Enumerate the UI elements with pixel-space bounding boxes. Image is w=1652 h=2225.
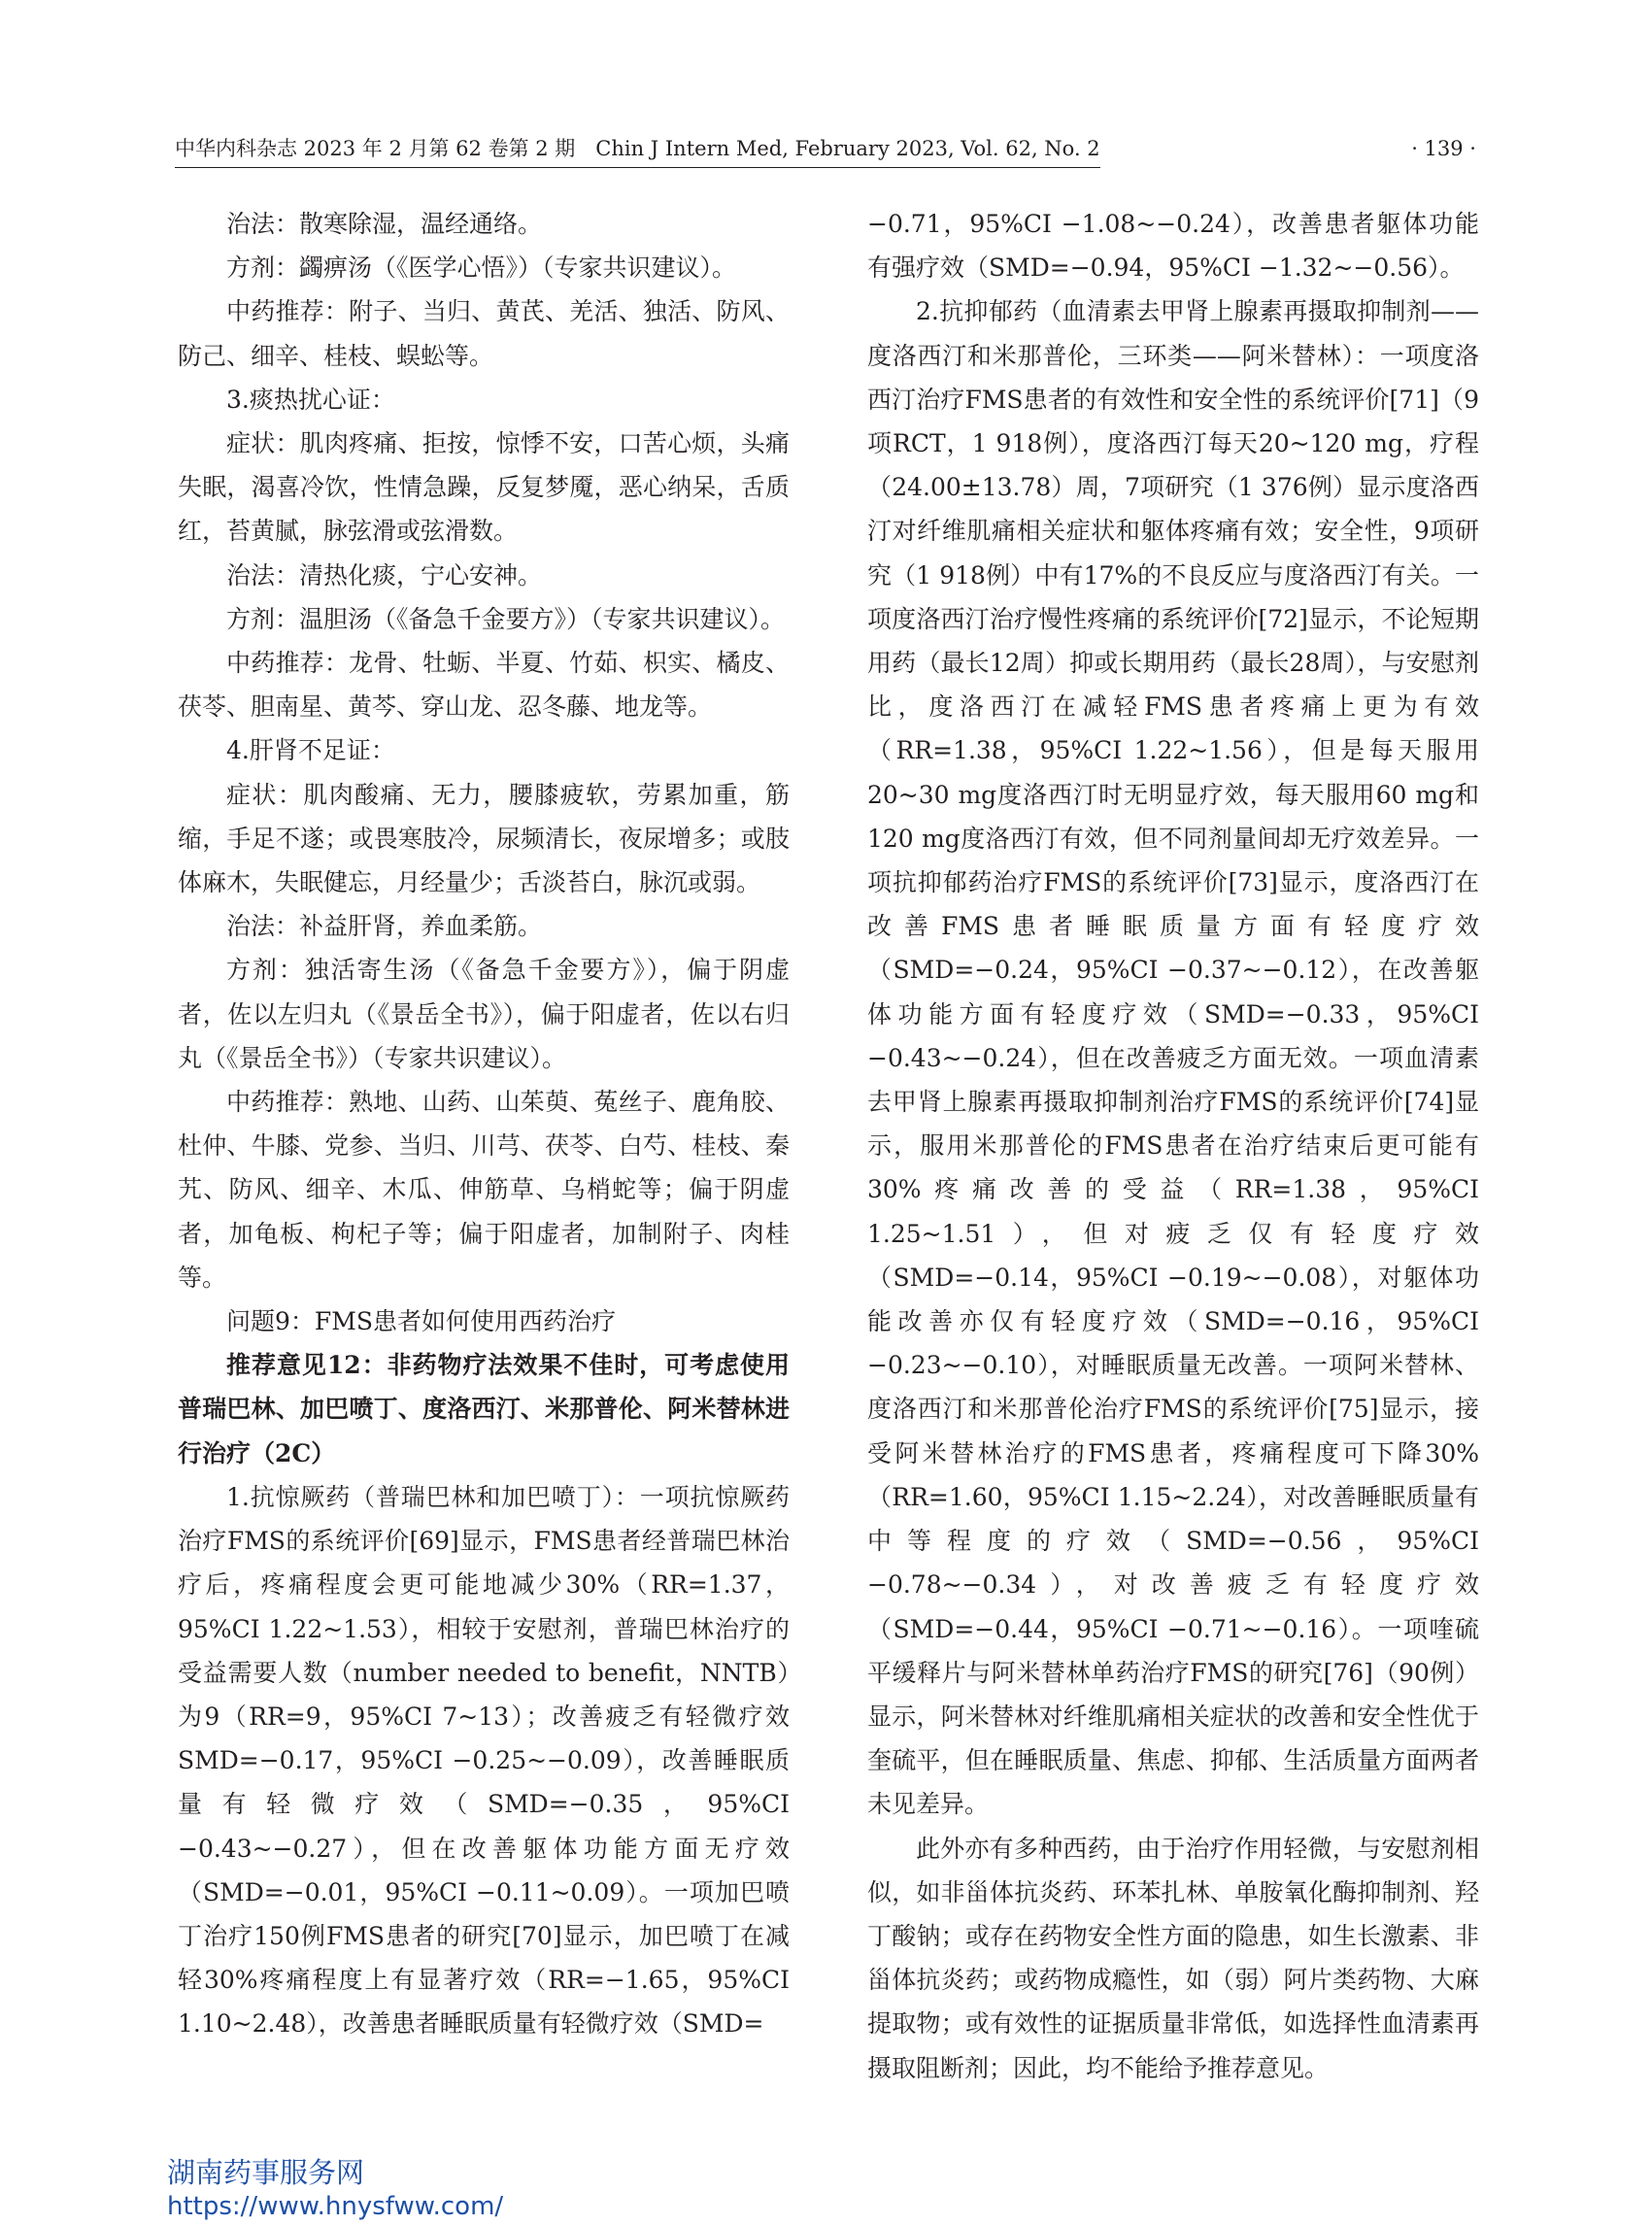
watermark bbox=[167, 2154, 503, 2222]
page-number: · 139 · bbox=[1411, 137, 1476, 160]
paragraph: 治法：补益肝肾，养血柔筋。 bbox=[226, 912, 543, 941]
watermark-site-name: 湖南药事服务网 bbox=[167, 2156, 365, 2189]
paragraph: 治法：清热化痰，宁心安神。 bbox=[226, 560, 543, 590]
paragraph: 此外亦有多种西药，由于治疗作用轻微，与安慰剂相似，如非甾体抗炎药、环苯扎林、单胺氧化酶抑制剂、羟丁酸钠；或存在药物安全性方面的隐患，如生长激素、非甾体抗炎药；或药物成瘾性，如（弱）阿片类药物、大麻提取物；或有效性的证据质量非常低，如选择性血清素再摄取阻断剂；因此，均不能给予推荐意见。 bbox=[867, 1834, 1479, 2082]
paragraph: 中药推荐：熟地、山药、山茱萸、菟丝子、鹿角胶、杜仲、牛膝、党参、当归、川芎、茯苓、白芍、桂枝、秦艽、防风、细辛、木瓜、伸筋草、乌梢蛇等；偏于阴虚者，加龟板、枸杞子等；偏于阳虚者，加制附子、肉桂等。 bbox=[178, 1088, 790, 1292]
paragraph: 2.抗抑郁药（血清素去甲肾上腺素再摄取抑制剂——度洛西汀和米那普伦，三环类——阿米替林）：一项度洛西汀治疗FMS患者的有效性和安全性的系统评价[71]（9项RCT，1 918例），度洛西汀每天20~120 mg，疗程（24.00±13.78）周，7项研究（1 376例）显示度洛西汀对纤维肌痛相关症状和躯体疼痛有效；安全性，9项研究（1 918例）中有17%的不良反应与度洛西汀有关。一项度洛西汀治疗慢性疼痛的系统评价[72]显示，不论短期用药（最长12周）抑或长期用药（最长28周），与安慰剂比，度洛西汀在减轻FMS患者疼痛上更为有效（RR=1.38，95%CI 1.22~1.56），但是每天服用20~30 mg度洛西汀时无明显疗效，每天服用60 mg和120 mg度洛西汀有效，但不同剂量间却无疗效差异。一项抗抑郁药治疗FMS的系统评价[73]显示，度洛西汀在改善FMS患者睡眠质量方面有轻度疗效（SMD=−0.24，95%CI −0.37~−0.12），在改善躯体功能方面有轻度疗效（SMD=−0.33，95%CI −0.43~−0.24），但在改善疲乏方面无效。一项血清素去甲肾上腺素再摄取抑制剂治疗FMS的系统评价[74]显示，服用米那普伦的FMS患者在治疗结束后更可能有30%疼痛改善的受益（RR=1.38，95%CI 1.25~1.51），但对疲乏仅有轻度疗效（SMD=−0.14，95%CI −0.19~−0.08），对躯体功能改善亦仅有轻度疗效（SMD=−0.16，95%CI −0.23~−0.10），对睡眠质量无改善。一项阿米替林、度洛西汀和米那普伦治疗FMS的系统评价[75]显示，接受阿米替林治疗的FMS患者，疼痛程度可下降30%（RR=1.60，95%CI 1.15~2.24），对改善睡眠质量有中等程度的疗效（SMD=−0.56，95%CI −0.78~−0.34），对改善疲乏有轻度疗效（SMD=−0.44，95%CI −0.71~−0.16）。一项喹硫平缓释片与阿米替林单药治疗FMS的研究[76]（90例）显示，阿米替林对纤维肌痛相关症状的改善和安全性优于奎硫平，但在睡眠质量、焦虑、抑郁、生活质量方面两者未见差异。 bbox=[867, 297, 1479, 1819]
watermark-url-link[interactable]: https://www.hnysfww.com/ bbox=[167, 2192, 504, 2221]
paragraph: 治法：散寒除湿，温经通络。 bbox=[226, 210, 543, 238]
paragraph: 方剂：蠲痹汤（《医学心悟》）（专家共识建议）。 bbox=[226, 253, 737, 283]
paragraph: 中药推荐：附子、当归、黄芪、羌活、独活、防风、防己、细辛、桂枝、蜈蚣等。 bbox=[178, 297, 790, 370]
paragraph: 方剂：温胆汤（《备急千金要方》）（专家共识建议）。 bbox=[226, 604, 786, 633]
question-heading: 问题9：FMS患者如何使用西药治疗 bbox=[226, 1307, 616, 1336]
paragraph: 症状：肌肉疼痛、拒按，惊悸不安，口苦心烦，头痛失眠，渴喜冷饮，性情急躁，反复梦魇，恶心纳呆，舌质红，苔黄腻，脉弦滑或弦滑数。 bbox=[178, 429, 790, 546]
journal-citation: 中华内科杂志 2023 年 2 月第 62 卷第 2 期 Chin J Intern Med, February 2023, Vol. 62, No. 2 bbox=[175, 134, 1100, 168]
right-column bbox=[867, 202, 1479, 2090]
paragraph: 1.抗惊厥药（普瑞巴林和加巴喷丁）：一项抗惊厥药治疗FMS的系统评价[69]显示，FMS患者经普瑞巴林治疗后，疼痛程度会更可能地减少30%（RR=1.37，95%CI 1.22~1.53），相较于安慰剂，普瑞巴林治疗的受益需要人数（number needed to benefit，NNTB）为9（RR=9，95%CI 7~13）；改善疲乏有轻微疗效SMD=−0.17，95%CI −0.25~−0.09），改善睡眠质量有轻微疗效（SMD=−0.35，95%CI −0.43~−0.27），但在改善躯体功能方面无疗效（SMD=−0.01，95%CI −0.11~0.09）。一项加巴喷丁治疗150例FMS患者的研究[70]显示，加巴喷丁在减轻30%疼痛程度上有显著疗效（RR=−1.65，95%CI 1.10~2.48），改善患者睡眠质量有轻微疗效（SMD= bbox=[178, 1482, 790, 2039]
running-header bbox=[175, 134, 1476, 165]
paragraph: 方剂：独活寄生汤（《备急千金要方》），偏于阴虚者，佐以左归丸（《景岳全书》），偏于阳虚者，佐以右归丸（《景岳全书》）（专家共识建议）。 bbox=[178, 956, 790, 1072]
paragraph: 中药推荐：龙骨、牡蛎、半夏、竹茹、枳实、橘皮、茯苓、胆南星、黄芩、穿山龙、忍冬藤、地龙等。 bbox=[178, 649, 790, 722]
section-heading: 4.肝肾不足证： bbox=[226, 736, 395, 765]
section-heading: 3.痰热扰心证： bbox=[226, 385, 395, 414]
paragraph: 症状：肌肉酸痛、无力，腰膝疲软，劳累加重，筋缩，手足不遂；或畏寒肢冷，尿频清长，夜尿增多；或肢体麻木，失眠健忘，月经量少；舌淡苔白，脉沉或弱。 bbox=[178, 780, 790, 897]
recommendation-heading: 推荐意见12：非药物疗法效果不佳时，可考虑使用普瑞巴林、加巴喷丁、度洛西汀、米那普伦、阿米替林进行治疗（2C） bbox=[178, 1351, 790, 1467]
paragraph: −0.71，95%CI −1.08~−0.24），改善患者躯体功能有强疗效（SMD=−0.94，95%CI −1.32~−0.56）。 bbox=[867, 210, 1479, 283]
left-column bbox=[178, 202, 790, 2046]
